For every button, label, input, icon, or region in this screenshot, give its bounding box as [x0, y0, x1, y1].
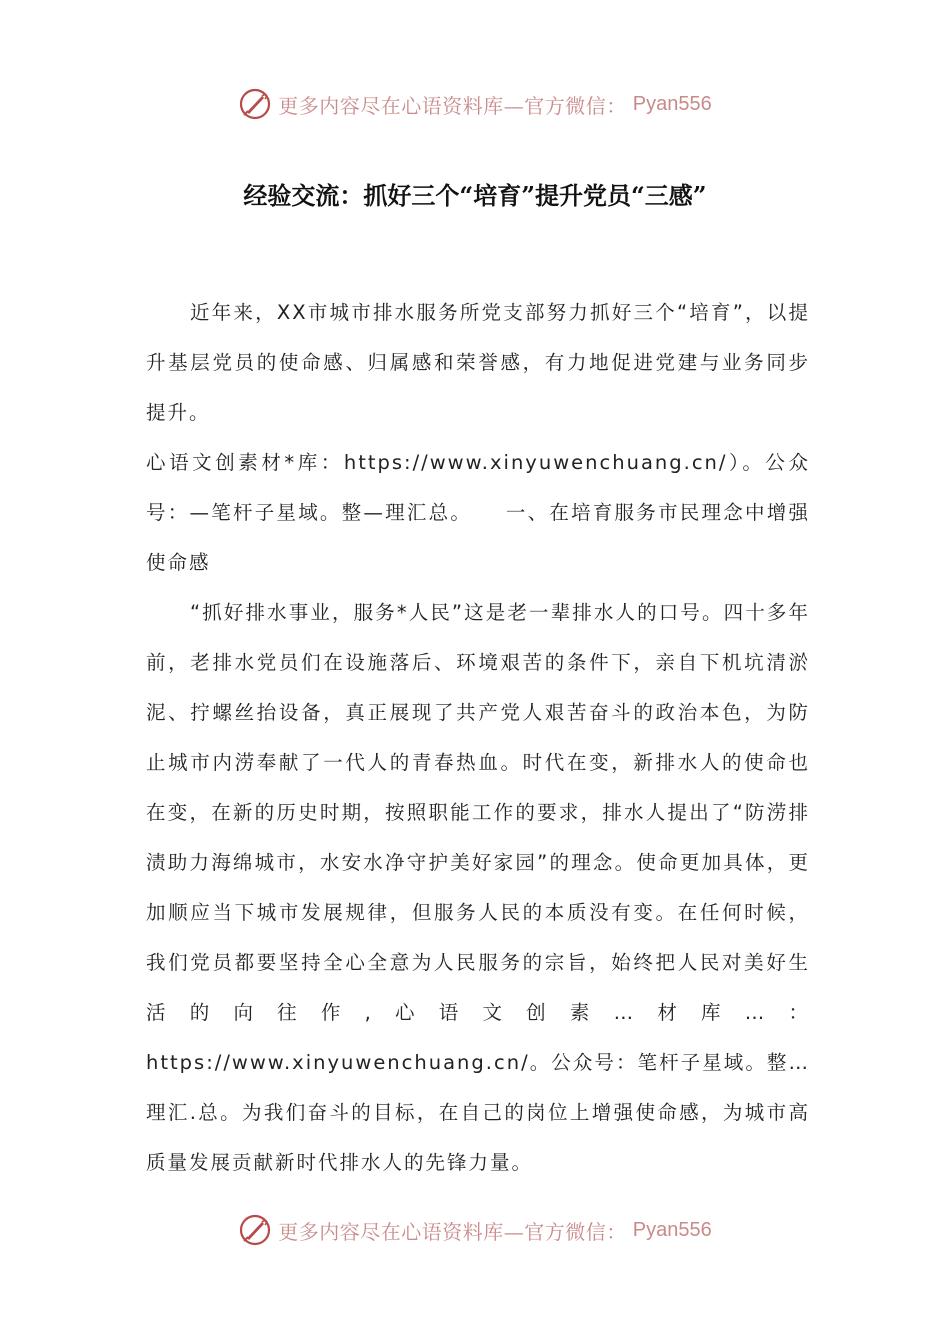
watermark-text: 更多内容尽在心语资料库—官方微信：: [278, 93, 627, 118]
paragraph-mission: “抓好排水事业，服务*人民”这是老一辈排水人的口号。四十多年前，老排水党员们在设施落后、环境艰苦的条件下，亲自下机坑清淤泥、拧螺丝抬设备，真正展现了共产党人艰苦奋斗的政治本色，为防止城市内涝奉献了一代人的青春热血。时代在变，新排水人的使命也在变，在新的历史时期，按照职能工作的要求，排水人提出了“防涝排渍助力海绵城市，水安水净守护美好家园”的理念。使命更加具体，更加顺应当下城市发展规律，但服务人民的本质没有变。在任何时候，我们党员都要坚持全心全意为人民服务的宗旨，始终把人民对美好生活的向往作,心语文创素…材库…：https://www.xinyuwenchuang.cn/。公众号：笔杆子星域。整…理汇.总。为我们奋斗的目标，在自己的岗位上增强使命感，为城市高质量发展贡献新时代排水人的先锋力量。: [146, 601, 810, 1174]
document-title: 经验交流：抓好三个“培育”提升党员“三感”: [243, 181, 707, 210]
quill-pen-logo-icon: [238, 87, 272, 121]
watermark-footer: [0, 1210, 950, 1250]
watermark-wechat-id: Pyan556: [632, 92, 712, 115]
watermark-text: 更多内容尽在心语资料库—官方微信：: [278, 1219, 627, 1244]
watermark-wechat-id: Pyan556: [632, 1218, 712, 1241]
watermark-header: [0, 84, 950, 124]
document-body: [146, 288, 810, 1188]
paragraph-intro: 近年来，XX市城市排水服务所党支部努力抓好三个“培育”，以提升基层党员的使命感、归属感和荣誉感，有力地促进党建与业务同步提升。: [146, 301, 810, 424]
quill-pen-logo-icon: [238, 1213, 272, 1247]
paragraph-source-note: 心语文创素材*库：https://www.xinyuwenchuang.cn/）。公众号：—笔杆子星域。整—理汇总。 一、在培育服务市民理念中增强使命感: [146, 451, 810, 574]
